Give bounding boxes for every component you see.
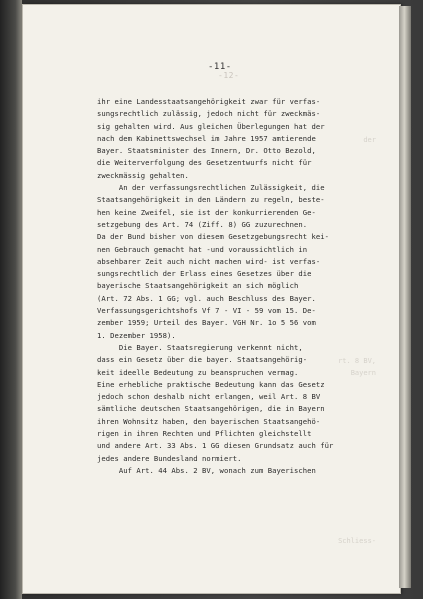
text-line: ihren Wohnsitz haben, den bayerischen Staatsangehö- xyxy=(97,416,321,426)
page-number-show-through: -12- xyxy=(218,71,240,80)
text-line: Die Bayer. Staatsregierung verkennt nicht, xyxy=(97,342,303,352)
text-line: jedes andere Bundesland normiert. xyxy=(97,453,242,463)
show-through-text: rt. 8 BV, xyxy=(338,357,376,365)
text-line: An der verfassungsrechtlichen Zulässigkeit, die xyxy=(97,183,325,193)
text-line: keit ideelle Bedeutung zu beanspruchen vermag. xyxy=(97,367,299,377)
text-line: Verfassungsgerichtshofs Vf 7 - VI - 59 vom 15. De- xyxy=(97,306,316,316)
text-line: ihr eine Landesstaatsangehörigkeit zwar für verfas- xyxy=(97,97,321,106)
text-line: rigen in ihren Rechten und Pflichten gleichstellt xyxy=(97,429,312,439)
text-line: sungsrechtlich zulässig, jedoch nicht für zweckmäs- xyxy=(97,109,321,119)
text-line: nach dem Kabinettswechsel im Jahre 1957 amtierende xyxy=(97,133,316,143)
show-through-text: Bayern xyxy=(350,369,376,377)
text-line: sungsrechtlich der Erlass eines Gesetzes über die xyxy=(97,269,312,279)
text-line: hen keine Zweifel, sie ist der konkurrierenden Ge- xyxy=(97,207,316,217)
text-line: Staatsangehörigkeit in den Ländern zu regeln, beste- xyxy=(97,195,325,205)
show-through-text: der xyxy=(363,136,376,144)
text-line: dass ein Gesetz über die bayer. Staatsangehörig- xyxy=(97,355,308,365)
text-line: die Weiterverfolgung des Gesetzentwurfs nicht für xyxy=(97,158,312,168)
book-binding xyxy=(0,0,22,599)
text-line: sämtliche deutschen Staatsangehörigen, die in Bayern xyxy=(97,404,325,414)
text-line: bayerische Staatsangehörigkeit an sich möglich xyxy=(97,281,299,291)
text-line: und andere Art. 33 Abs. 1 GG diesen Grundsatz auch für xyxy=(97,441,334,451)
text-line: nen Gebrauch gemacht hat -und voraussichtlich in xyxy=(97,244,308,254)
page-stack-edge xyxy=(399,6,411,588)
text-line: (Art. 72 Abs. 1 GG; vgl. auch Beschluss des Bayer. xyxy=(97,293,316,303)
text-line: Eine erhebliche praktische Bedeutung kann das Gesetz xyxy=(97,379,325,389)
text-line: zember 1959; Urteil des Bayer. VGH Nr. 1o 5 56 vom xyxy=(97,318,316,328)
text-line: sig gehalten wird. Aus gleichen Überlegungen hat der xyxy=(97,121,325,131)
text-line: 1. Dezember 1958). xyxy=(97,330,176,340)
document-body-text xyxy=(97,96,369,477)
text-line: absehbarer Zeit auch nicht machen wird- ist verfas- xyxy=(97,256,321,266)
text-line: Da der Bund bisher von diesem Gesetzgebungsrecht kei- xyxy=(97,232,329,242)
text-line: Auf Art. 44 Abs. 2 BV, wonach zum Bayerischen xyxy=(97,465,316,475)
text-line: jedoch schon deshalb nicht erlangen, weil Art. 8 BV xyxy=(97,392,321,402)
show-through-text: Schliess- xyxy=(338,537,376,545)
text-line: zweckmässig gehalten. xyxy=(97,170,189,180)
page-number: -11- xyxy=(208,62,232,72)
text-line: Bayer. Staatsminister des Innern, Dr. Otto Bezold, xyxy=(97,146,316,156)
text-line: setzgebung des Art. 74 (Ziff. 8) GG zuzurechnen. xyxy=(97,219,308,229)
